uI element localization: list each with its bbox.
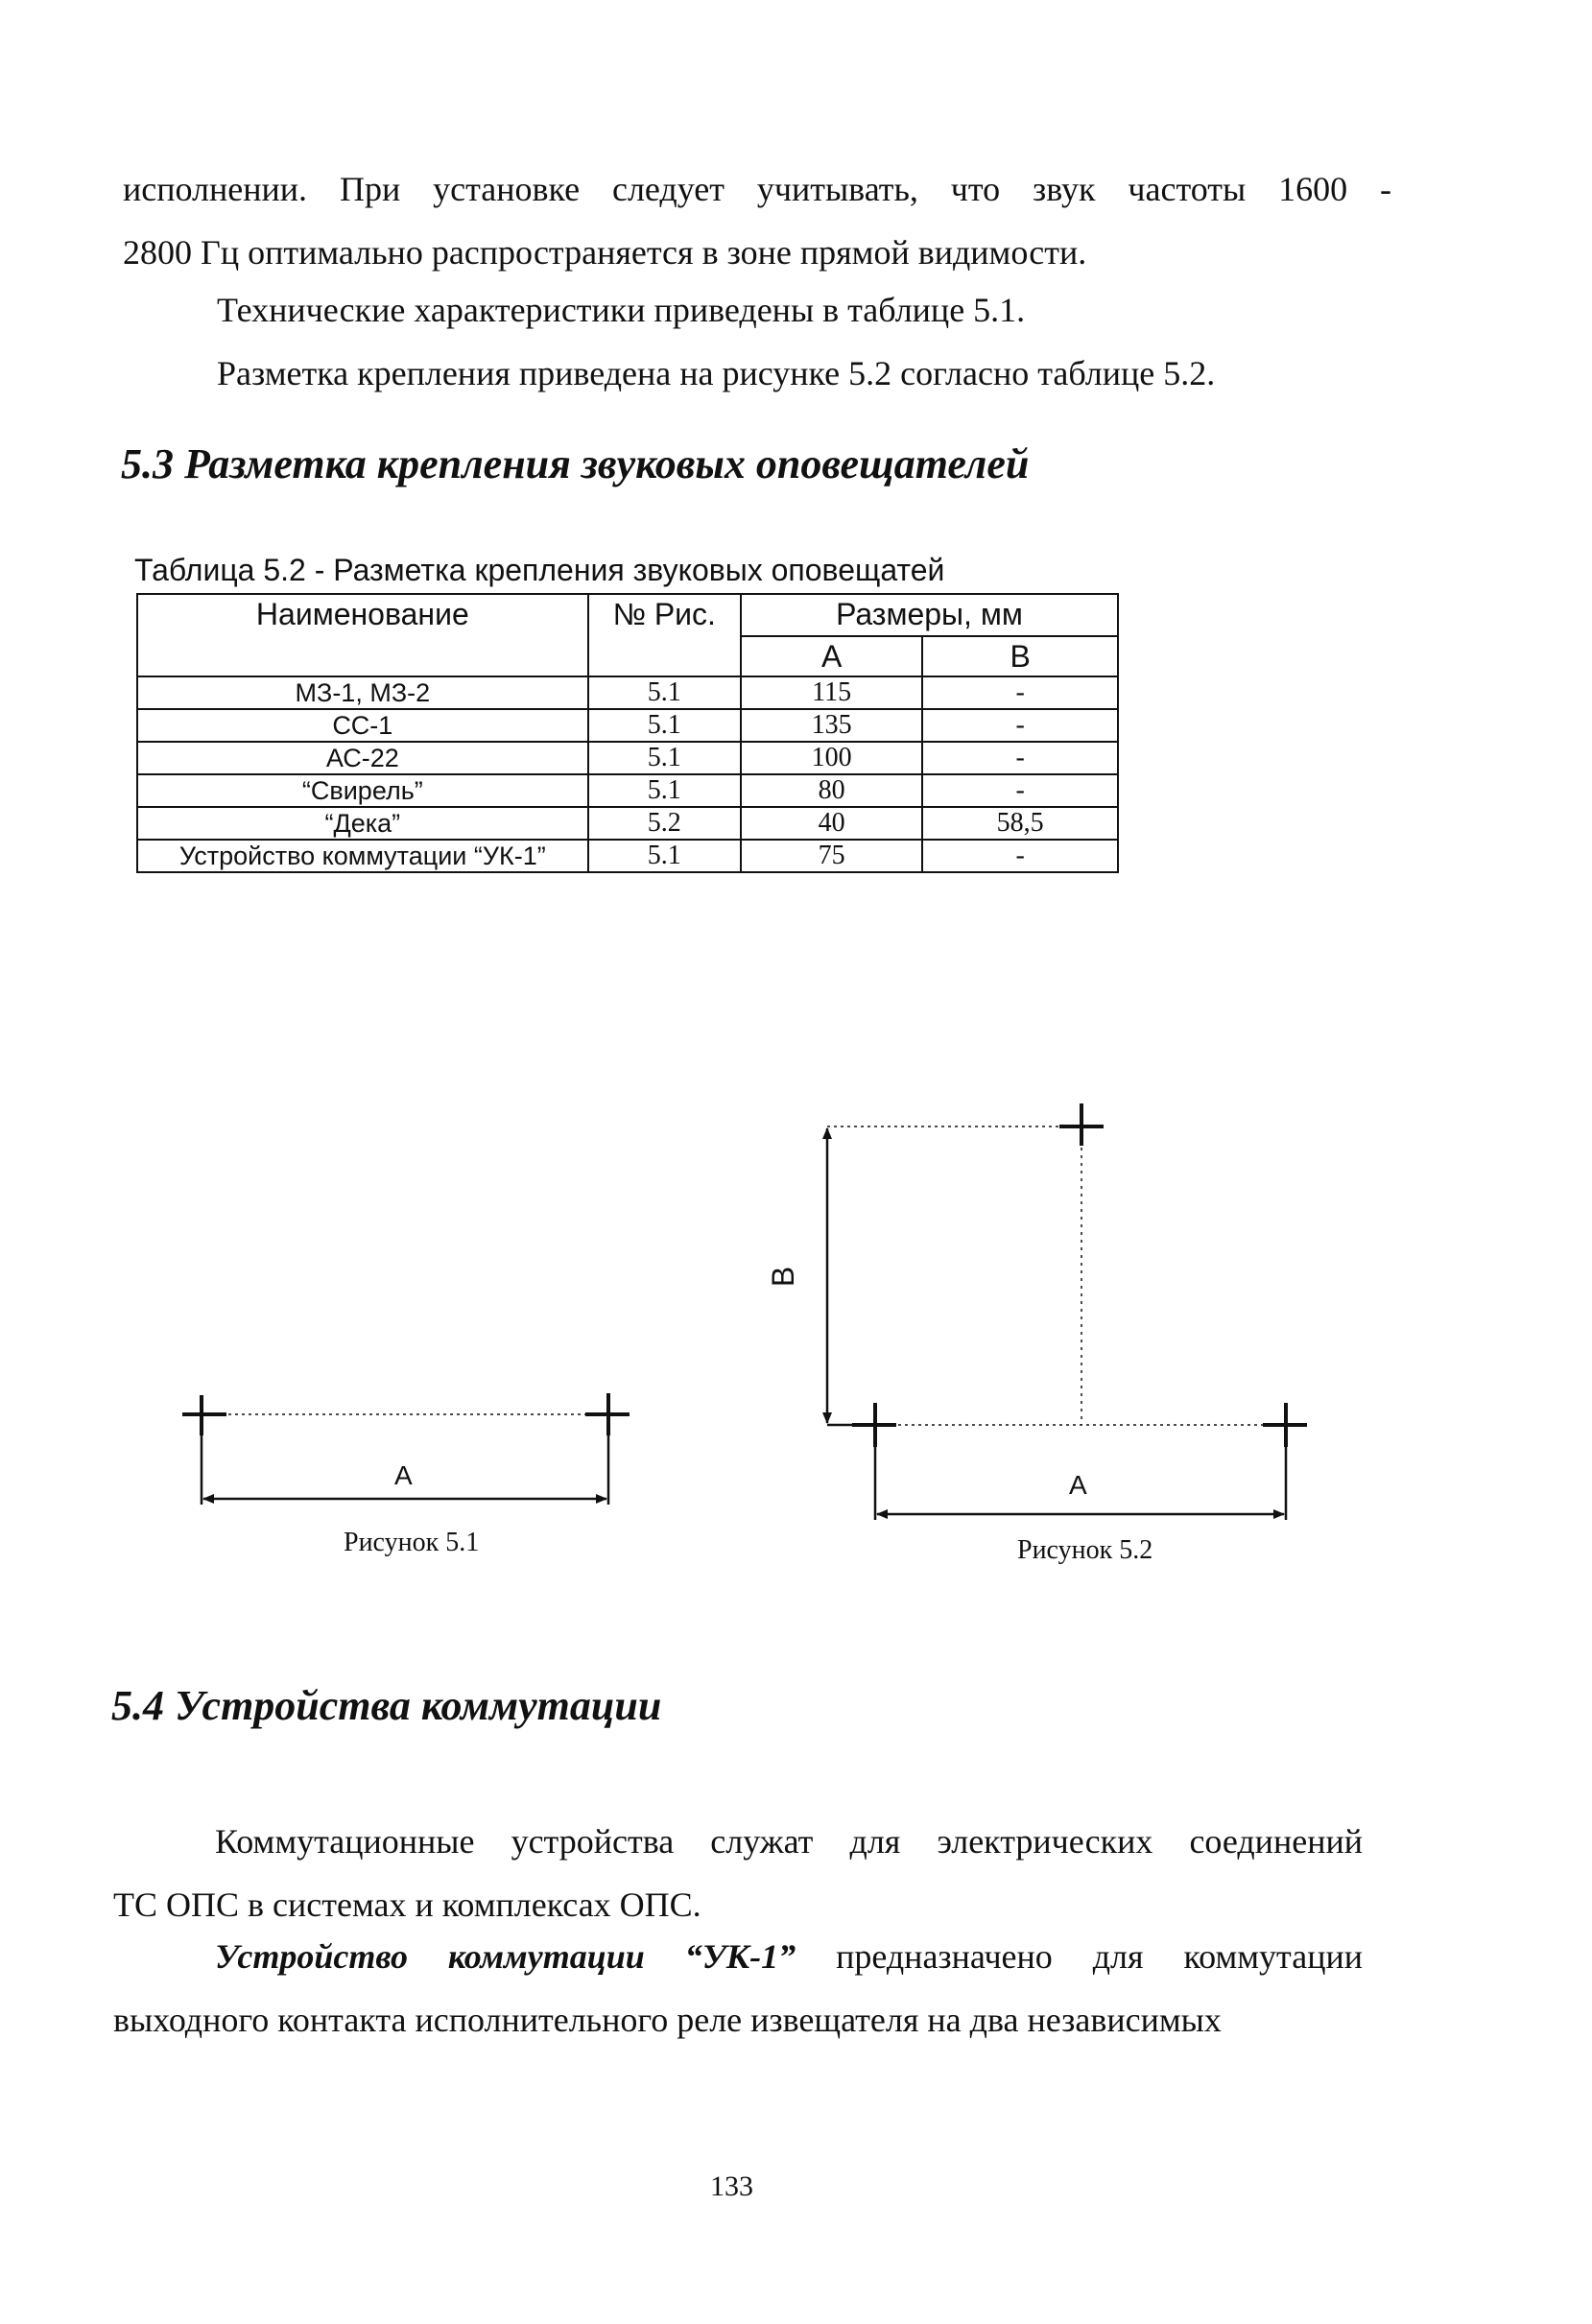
cell-name: МЗ-1, МЗ-2 <box>137 676 588 709</box>
cell-a: 100 <box>741 742 922 774</box>
intro-line-1: исполнении. При установке следует учитывать, что звук частоты 1600 - <box>123 170 1391 208</box>
cell-name: АС-22 <box>137 742 588 774</box>
fig2-caption: Рисунок 5.2 <box>1017 1535 1153 1565</box>
intro-line-4: Разметка крепления приведена на рисунке 5.2 согласно таблице 5.2. <box>217 354 1216 392</box>
cell-b: 58,5 <box>922 807 1118 840</box>
cell-fig: 5.1 <box>588 742 741 774</box>
table-row <box>137 840 1118 872</box>
p2-line-2: выходного контакта исполнительного реле извещателя на два независимых <box>113 2001 1222 2039</box>
table-row <box>137 742 1118 774</box>
section-5-4-paragraph-2 <box>113 1925 1363 2051</box>
intro-line-3-block <box>217 278 1215 405</box>
cell-fig: 5.1 <box>588 676 741 709</box>
cell-b: - <box>922 840 1118 872</box>
intro-paragraph <box>123 157 1391 284</box>
p2-line-1 <box>113 1925 1363 1988</box>
p1-line-1: Коммутационные устройства служат для электрических соединений <box>215 1822 1363 1861</box>
crosshair-icon <box>585 1393 630 1435</box>
section-5-4-paragraph-1 <box>113 1810 1363 1936</box>
cell-b: - <box>922 742 1118 774</box>
p2-bold-term: Устройство коммутации “УК-1” <box>215 1937 796 1976</box>
cell-a: 40 <box>741 807 922 840</box>
cell-a: 115 <box>741 676 922 709</box>
header-sizes: Размеры, мм <box>741 594 1118 636</box>
cell-name: СС-1 <box>137 709 588 742</box>
crosshair-icon <box>1059 1103 1104 1146</box>
cell-fig: 5.2 <box>588 807 741 840</box>
intro-line-3: Технические характеристики приведены в таблице 5.1. <box>217 291 1026 329</box>
fig1-caption: Рисунок 5.1 <box>344 1528 480 1557</box>
figure-5-2 <box>827 1103 1307 1520</box>
cell-fig: 5.1 <box>588 709 741 742</box>
crosshair-icon <box>852 1403 896 1447</box>
cell-b: - <box>922 709 1118 742</box>
section-5-3-heading: 5.3 Разметка крепления звуковых оповещателей <box>121 440 1030 487</box>
intro-line-2: 2800 Гц оптимально распространяется в зоне прямой видимости. <box>123 233 1087 272</box>
table-caption: Таблица 5.2 - Разметка крепления звуковых оповещатей <box>134 553 945 587</box>
cell-a: 80 <box>741 774 922 807</box>
fig2-dimension-a-label: А <box>1069 1470 1087 1500</box>
cell-b: - <box>922 676 1118 709</box>
cell-name: “Дека” <box>137 807 588 840</box>
cell-b: - <box>922 774 1118 807</box>
cell-name: Устройство коммутации “УК-1” <box>137 840 588 872</box>
header-b: В <box>922 636 1118 676</box>
header-fig: № Рис. <box>588 594 741 676</box>
header-a: А <box>741 636 922 676</box>
fig1-dimension-a-label: А <box>394 1460 413 1490</box>
mounting-table <box>136 593 1119 873</box>
fig2-dimension-b-label: В <box>766 1266 801 1288</box>
header-name: Наименование <box>137 594 588 676</box>
page-number: 133 <box>710 2170 753 2202</box>
cell-a: 75 <box>741 840 922 872</box>
p1-line-2: ТС ОПС в системах и комплексах ОПС. <box>113 1885 701 1924</box>
p2-line-1-rest: предназначено для коммутации <box>796 1937 1363 1976</box>
section-5-4-heading: 5.4 Устройства коммутации <box>111 1682 662 1729</box>
cell-name: “Свирель” <box>137 774 588 807</box>
table-row <box>137 774 1118 807</box>
crosshair-icon <box>1263 1403 1307 1447</box>
cell-a: 135 <box>741 709 922 742</box>
cell-fig: 5.1 <box>588 774 741 807</box>
table-row <box>137 807 1118 840</box>
crosshair-icon <box>182 1395 226 1435</box>
table-row <box>137 676 1118 709</box>
cell-fig: 5.1 <box>588 840 741 872</box>
table-row <box>137 709 1118 742</box>
